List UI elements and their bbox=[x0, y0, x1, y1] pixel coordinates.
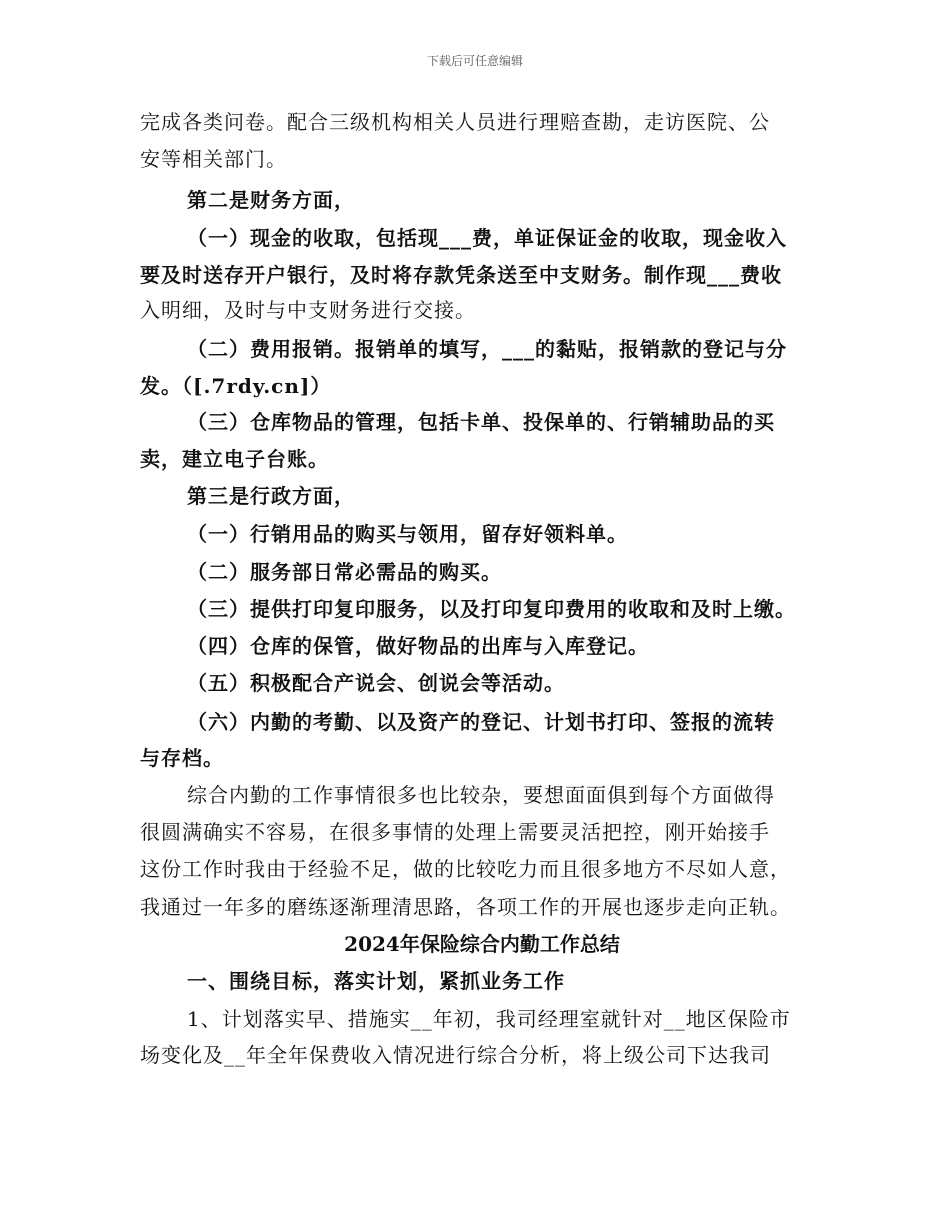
text-line: 安等相关部门。 bbox=[140, 147, 287, 171]
text-line: 第三是行政方面， bbox=[187, 484, 355, 508]
text-line: 1、计划落实早、措施实__年初，我司经理室就针对__地区保险市 bbox=[187, 1007, 791, 1031]
text-line: 场变化及__年全年保费收入情况进行综合分析，将上级公司下达我司 bbox=[140, 1043, 771, 1067]
text-line: （一）行销用品的购买与领用，留存好领料单。 bbox=[187, 522, 628, 546]
text-line: 发。（[.7rdy.cn]） bbox=[140, 374, 332, 398]
text-line: 完成各类问卷。配合三级机构相关人员进行理赔查勘，走访医院、公 bbox=[140, 110, 770, 134]
text-line: （五）积极配合产说会、创说会等活动。 bbox=[187, 671, 565, 695]
text-line: 一、围绕目标，落实计划，紧抓业务工作 bbox=[187, 969, 565, 993]
section-title: 2024年保险综合内勤工作总结 bbox=[344, 932, 620, 956]
page-header: 下载后可任意编辑 bbox=[426, 54, 523, 68]
text-line: 要及时送存开户银行，及时将存款凭条送至中支财务。制作现___费收 bbox=[140, 263, 782, 287]
text-line: 综合内勤的工作事情很多也比较杂，要想面面俱到每个方面做得 bbox=[187, 783, 775, 807]
text-line: （三）提供打印复印服务，以及打印复印费用的收取和及时上缴。 bbox=[187, 597, 796, 621]
text-line: （二）服务部日常必需品的购买。 bbox=[187, 560, 502, 584]
text-line: 入明细，及时与中支财务进行交接。 bbox=[140, 298, 476, 322]
text-line: （一）现金的收取，包括现___费，单证保证金的收取，现金收入 bbox=[187, 226, 787, 250]
text-line: 我通过一年多的磨练逐渐理清思路，各项工作的开展也逐步走向正轨。 bbox=[140, 895, 791, 919]
text-line: （二）费用报销。报销单的填写，___的黏贴，报销款的登记与分 bbox=[187, 337, 787, 361]
text-line: （六）内勤的考勤、以及资产的登记、计划书打印、签报的流转 bbox=[187, 710, 775, 734]
text-line: 与存档。 bbox=[140, 746, 224, 770]
text-line: （三）仓库物品的管理，包括卡单、投保单的、行销辅助品的买 bbox=[187, 410, 775, 434]
text-line: 第二是财务方面， bbox=[187, 188, 355, 212]
text-line: 这份工作时我由于经验不足，做的比较吃力而且很多地方不尽如人意， bbox=[140, 857, 791, 881]
text-line: （四）仓库的保管，做好物品的出库与入库登记。 bbox=[187, 634, 649, 658]
text-line: 很圆满确实不容易，在很多事情的处理上需要灵活把控，刚开始接手 bbox=[140, 820, 770, 844]
text-line: 卖，建立电子台账。 bbox=[140, 447, 329, 471]
